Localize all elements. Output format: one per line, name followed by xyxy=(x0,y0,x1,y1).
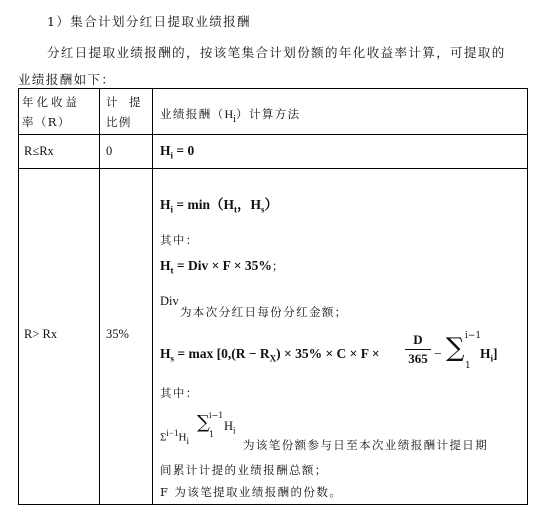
header-rate-line2: 率（R） xyxy=(22,115,71,129)
table-col-divider-2 xyxy=(152,88,153,505)
sum-symbol-medium: ∑ xyxy=(197,412,210,433)
table-col-divider-1 xyxy=(99,88,100,505)
table-border-top xyxy=(18,88,528,89)
header-rate-line1: 年化收益 xyxy=(22,95,80,109)
row2-ratio: 35% xyxy=(106,327,129,341)
sum-symbol-large: ∑ xyxy=(446,333,465,363)
sum-description-2: 间累计计提的业绩报酬总额； xyxy=(160,463,328,477)
row1-formula: $H_i = 0$ xyxy=(160,143,195,161)
sum-inline-small: $\Sigma^{i-1}H_i$ xyxy=(160,428,189,446)
row2-rate: R> Rx xyxy=(24,327,58,341)
qizhong-label-2: 其中： xyxy=(160,386,199,400)
section-heading: 1）集合计划分红日提取业绩报酬 xyxy=(47,14,251,29)
minus-sign: − xyxy=(434,346,442,361)
sum2-term: $H_i$ xyxy=(224,419,236,436)
formula-hs: $H_s = \max [0,(R - R_X) \times 35\% \times C \times F$ × xyxy=(160,346,380,364)
table-header-divider xyxy=(18,134,528,135)
fraction-d-365: D 365 xyxy=(405,332,431,367)
table-border-bottom xyxy=(18,504,528,505)
f-description: F 为该笔提取业绩报酬的份数。 xyxy=(160,485,343,499)
sum-description-1: 为该笔份额参与日至本次业绩报酬计提日期 xyxy=(243,438,489,452)
formula-hi-min: $H_i = \min(H_t$，$H_s$） xyxy=(160,197,279,215)
row1-rate: R≤Rx xyxy=(24,144,54,158)
intro-line-2: 业绩报酬如下： xyxy=(18,72,116,87)
table-border-right xyxy=(527,88,528,505)
div-label: Div xyxy=(160,294,179,308)
sum2-upper: i−1 xyxy=(209,411,224,420)
sum-term: $H_i$] xyxy=(480,346,498,364)
intro-line-1: 分红日提取业绩报酬的，按该笔集合计划份额的年化收益率计算，可提取的 xyxy=(47,45,506,60)
div-description: 为本次分红日每份分红金额； xyxy=(180,305,348,319)
header-method: 业绩报酬$(H_i)$计算方法 xyxy=(160,107,301,126)
header-ratio-line2: 比例 xyxy=(106,115,132,129)
table-border-left xyxy=(18,88,19,505)
table-row-divider xyxy=(18,168,528,169)
formula-ht: $H_t$ = Div × F × 35%； xyxy=(160,258,285,276)
sum-lower-limit: 1 xyxy=(465,361,471,371)
qizhong-label-1: 其中： xyxy=(160,233,199,247)
row1-ratio: 0 xyxy=(106,144,113,158)
header-ratio-line1: 计 提 xyxy=(106,95,142,109)
sum-upper-limit: i−1 xyxy=(465,331,482,341)
sum2-lower: 1 xyxy=(209,430,215,439)
